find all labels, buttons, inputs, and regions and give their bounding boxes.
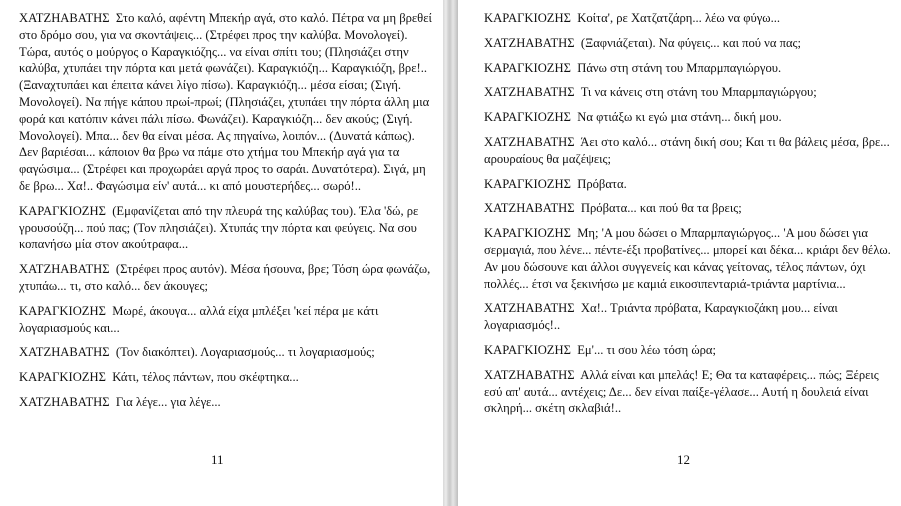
dialogue-text: Εμ'... τι σου λέω τόση ώρα; — [577, 342, 716, 357]
speaker-name: ΚΑΡΑΓΚΙΟΖΗΣ — [19, 303, 106, 318]
dialogue-paragraph — [484, 109, 891, 126]
dialogue-text: (Ξαφνιάζεται). Να φύγεις... και πού να πας; — [580, 35, 802, 50]
dialogue-paragraph — [484, 200, 891, 217]
speaker-name: ΚΑΡΑΓΚΙΟΖΗΣ — [484, 342, 571, 357]
dialogue-text: Τι να κάνεις στη στάνη του Μπαρμπαγιώργου; — [580, 85, 817, 100]
speaker-name: ΧΑΤΖΗΑΒΑΤΗΣ — [19, 345, 110, 360]
left-page — [0, 0, 443, 506]
speaker-name: ΚΑΡΑΓΚΙΟΖΗΣ — [484, 11, 571, 25]
dialogue-paragraph — [484, 35, 891, 52]
dialogue-paragraph — [484, 10, 891, 27]
dialogue-text: Για λέγε... για λέγε... — [115, 394, 221, 409]
speaker-name: ΧΑΤΖΗΑΒΑΤΗΣ — [19, 262, 110, 277]
dialogue-text: (Στρέφει προς αυτόν). Μέσα ήσουνα, βρε; Τόση ώρα φωνάζω, χτυπάω... τι, στο καλό... δεν άκουγες; — [19, 262, 431, 293]
dialogue-paragraph — [484, 60, 891, 77]
speaker-name: ΧΑΤΖΗΑΒΑΤΗΣ — [484, 301, 575, 316]
speaker-name: ΚΑΡΑΓΚΙΟΖΗΣ — [484, 176, 571, 191]
speaker-name: ΚΑΡΑΓΚΙΟΖΗΣ — [484, 226, 571, 241]
dialogue-paragraph — [19, 203, 433, 253]
dialogue-text: Κάτι, τέλος πάντων, που σκέφτηκα... — [112, 370, 299, 385]
dialogue-paragraph — [484, 342, 891, 359]
speaker-name: ΧΑΤΖΗΑΒΑΤΗΣ — [19, 11, 110, 25]
dialogue-paragraph — [19, 303, 433, 337]
dialogue-text: Χα!.. Τριάντα πρόβατα, Καραγκιοζάκη μου... είναι λογαριασμός!.. — [484, 301, 838, 333]
speaker-name: ΚΑΡΑΓΚΙΟΖΗΣ — [484, 60, 571, 75]
dialogue-paragraph — [19, 10, 433, 195]
dialogue-paragraph — [484, 300, 891, 334]
dialogue-paragraph — [484, 225, 891, 292]
page-number: 12 — [677, 452, 690, 467]
dialogue-text: Πρόβατα... και πού θα τα βρεις; — [580, 201, 742, 216]
speaker-name: ΧΑΤΖΗΑΒΑΤΗΣ — [484, 201, 575, 216]
speaker-name: ΚΑΡΑΓΚΙΟΖΗΣ — [19, 203, 106, 218]
dialogue-text: (Τον διακόπτει). Λογαριασμούς... τι λογαριασμούς; — [115, 345, 375, 360]
speaker-name: ΧΑΤΖΗΑΒΑΤΗΣ — [484, 85, 575, 100]
dialogue-paragraph — [484, 176, 891, 193]
dialogue-paragraph — [19, 369, 433, 386]
dialogue-paragraph — [484, 134, 891, 168]
dialogue-paragraph — [484, 367, 891, 417]
dialogue-text: Άει στο καλό... στάνη δική σου; Και τι θα βάλεις μέσα, βρε... αρουραίους θα μαζέψεις; — [484, 134, 890, 166]
right-page — [458, 0, 901, 506]
book-spine-divider — [443, 0, 458, 506]
dialogue-paragraph — [19, 344, 433, 361]
speaker-name: ΧΑΤΖΗΑΒΑΤΗΣ — [484, 134, 575, 149]
speaker-name: ΧΑΤΖΗΑΒΑΤΗΣ — [484, 35, 575, 50]
speaker-name: ΚΑΡΑΓΚΙΟΖΗΣ — [484, 110, 571, 125]
dialogue-text: (Εμφανίζεται από την πλευρά της καλύβας του). Έλα 'δώ, ρε γρουσούζη... πού πας; (Τον πλησιάζει). Χτυπάς την πόρτα και φεύγεις. Να σου κοπανήσω μία στον ακούτραφα... — [19, 203, 419, 252]
dialogue-text: Στο καλό, αφέντη Μπεκήρ αγά, στο καλό. Πέτρα να μη βρεθεί στο δρόμο σου, για να σκοντάψεις... (Στρέφει προς την καλύβα. Μονολογεί). Τώρα, αυτός ο μούργος ο Καραγκιόζης... να είναι σπίτι του; (Πλησιάζει στην καλύβα, χτυπάει την πόρτα και μετά φωνάζει). Καραγκιόζη... Καραγκιόζη, βρε!.. (Ξαναχτυπάει και έπειτα κάνει λίγο πίσω). Καραγκιόζη... μέσα είσαι; (Σιγή. Μονολογεί). Να πήγε κάπου πρωί-πρωί; (Πλησιάζει, χτυπάει την πόρτα άλλη μια φορά και κατόπιν κάνει πάλι πίσω. Φωνάζει). Καραγκιόζη... δεν ακούς; (Σιγή. Μονολογεί). Μπα... δεν θα είναι μέσα. Ας πηγαίνω, λοιπόν... (Δυνατά κάπως). Δεν βαριέσαι... κάποιον θα βρω να πάμε στο χτήμα του Μπεκήρ αγά για τα φαγώσιμα... (Στρέφει και προχωράει αργά προς το σαράι. Δυνατότερα). Σιγά, μη δε βρω... Χα!.. Φαγώσιμα είν' αυτά... κι από μουστερήδες... σωρό!.. — [19, 11, 432, 193]
speaker-name: ΚΑΡΑΓΚΙΟΖΗΣ — [19, 370, 106, 385]
dialogue-text: Μη; 'Α μου δώσει ο Μπαρμπαγιώργος... 'Α μου δώσει για σερμαγιά, που λένε... πέντε-έξι προβατίνες... μπορεί και δέκα... κριάρι δεν θέλω. Αν μου δώσουνε και άλλοι συγγενείς και κάνας γείτονας, τέλος πάντων, όχι πολλές... έτσι να ξεκινήσω με καμιά εικοσιπενταριά-τριάντα μαρτίνια... — [484, 226, 891, 291]
speaker-name: ΧΑΤΖΗΑΒΑΤΗΣ — [19, 394, 110, 409]
dialogue-paragraph — [19, 394, 433, 411]
dialogue-text: Κοίτα', ρε Χατζατζάρη... λέω να φύγω... — [577, 11, 781, 25]
dialogue-text: Πάνω στη στάνη του Μπαρμπαγιώργου. — [577, 60, 782, 75]
speaker-name: ΧΑΤΖΗΑΒΑΤΗΣ — [484, 367, 575, 382]
dialogue-paragraph — [484, 84, 891, 101]
dialogue-paragraph — [19, 261, 433, 295]
dialogue-text: Πρόβατα. — [577, 176, 627, 191]
page-number: 11 — [211, 452, 224, 467]
dialogue-text: Να φτιάξω κι εγώ μια στάνη... δική μου. — [577, 110, 782, 125]
dialogue-text: Αλλά είναι και μπελάς! Ε; Θα τα καταφέρεις... πώς; Ξέρεις εσύ απ' αυτά... αντέχεις; Δε... δεν είναι παίξε-γέλασε... Αυτή η δουλειά είναι σκληρή... σκέτη σκλαβιά!.. — [484, 367, 879, 416]
dialogue-text: Μωρέ, άκουγα... αλλά είχα μπλέξει 'κεί πέρα με κάτι λογαριασμούς και... — [19, 303, 379, 335]
